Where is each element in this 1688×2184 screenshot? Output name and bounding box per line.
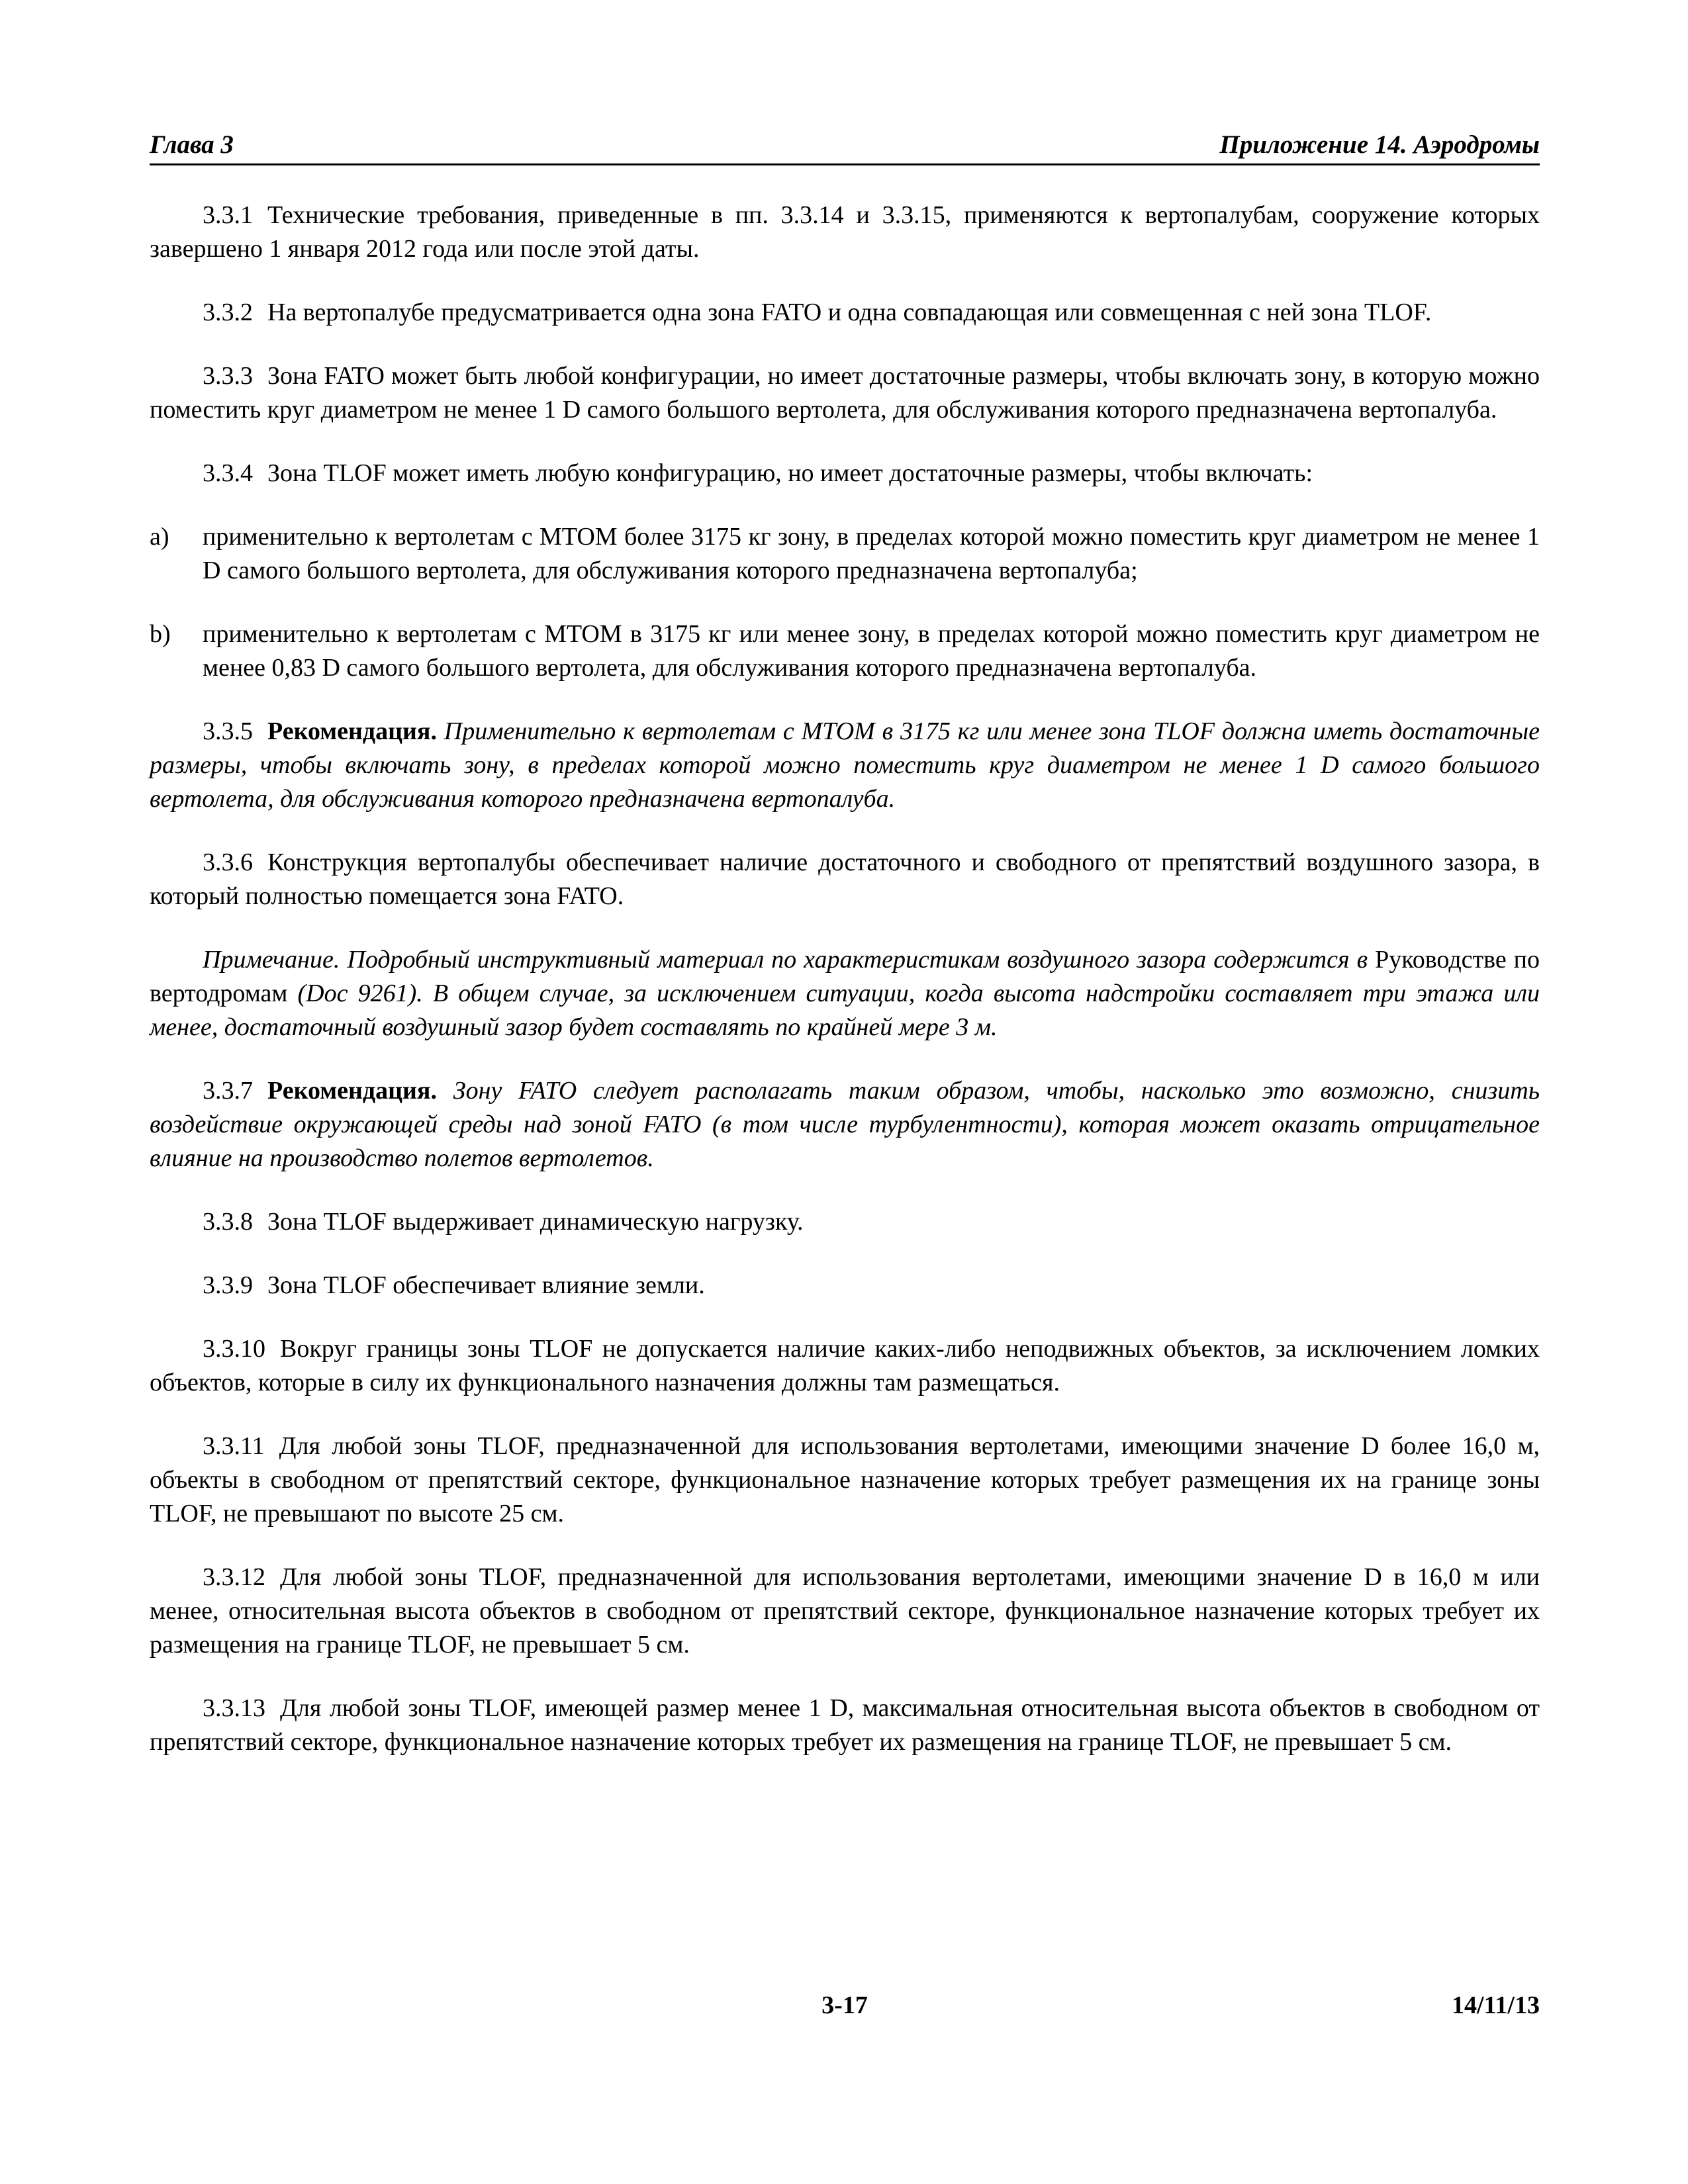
paragraph-text: Зона TLOF обеспечивает влияние земли.	[267, 1271, 705, 1299]
paragraph-3-3-12	[150, 1561, 1540, 1662]
paragraph-number: 3.3.4	[203, 459, 253, 487]
paragraph-text: Конструкция вертопалубы обеспечивает наличие достаточного и свободного от препятствий воздушного зазора, в который полностью помещается зона FATO.	[150, 848, 1540, 910]
note-reference: Руководстве по вертодромам	[150, 946, 1540, 1007]
document-page	[150, 130, 1540, 2049]
paragraph-number: 3.3.8	[203, 1208, 253, 1236]
paragraph-number: 3.3.7	[203, 1077, 253, 1105]
paragraph-3-3-7	[150, 1074, 1540, 1175]
paragraph-number: 3.3.5	[203, 717, 253, 745]
list-marker: a)	[150, 523, 169, 551]
paragraph-3-3-11	[150, 1430, 1540, 1531]
paragraph-number: 3.3.10	[203, 1335, 265, 1363]
list-item-a	[150, 520, 1540, 588]
paragraph-text: Для любой зоны TLOF, предназначенной для использования вертолетами, имеющими значение D более 16,0 м, объекты в свободном от препятствий секторе, функциональное назначение которых требует размещения их на границе зоны TLOF, не превышают по высоте 25 см.	[150, 1432, 1540, 1527]
list-marker: b)	[150, 620, 171, 648]
paragraph-number: 3.3.3	[203, 362, 253, 390]
paragraph-3-3-13	[150, 1692, 1540, 1759]
paragraph-number: 3.3.6	[203, 848, 253, 876]
paragraph-number: 3.3.2	[203, 298, 253, 326]
paragraph-3-3-3	[150, 359, 1540, 427]
page-number: 3-17	[821, 1991, 868, 2019]
paragraph-text: Вокруг границы зоны TLOF не допускается наличие каких-либо неподвижных объектов, за исключением ломких объектов, которые в силу их функционального назначения должны там размещаться.	[150, 1335, 1540, 1396]
note-text-1: Примечание. Подробный инструктивный материал по характеристикам воздушного зазора содержится в	[203, 946, 1368, 974]
paragraph-number: 3.3.1	[203, 201, 253, 229]
note-text-2: (Doc 9261). В общем случае, за исключением ситуации, когда высота надстройки составляет три этажа или менее, достаточный воздушный зазор будет составлять по крайней мере 3 м.	[150, 979, 1540, 1041]
paragraph-3-3-6	[150, 846, 1540, 913]
paragraph-text: Зона TLOF выдерживает динамическую нагрузку.	[267, 1208, 804, 1236]
paragraph-3-3-9	[150, 1269, 1540, 1302]
paragraph-number: 3.3.12	[203, 1563, 265, 1591]
recommendation-label: Рекомендация.	[267, 717, 437, 745]
paragraph-text: Технические требования, приведенные в пп. 3.3.14 и 3.3.15, применяются к вертопалубам, сооружение которых завершено 1 января 2012 года или после этой даты.	[150, 201, 1540, 263]
paragraph-3-3-10	[150, 1332, 1540, 1400]
recommendation-label: Рекомендация.	[267, 1077, 437, 1105]
chapter-title: Глава 3	[150, 130, 234, 159]
amendment-date: 14/11/13	[1451, 1991, 1540, 2019]
paragraph-3-3-4	[150, 457, 1540, 490]
list-text: применительно к вертолетам с MTOM более 3175 кг зону, в пределах которой можно поместить круг диаметром не менее 1 D самого большого вертолета, для обслуживания которого предназначена вертопалуба;	[203, 523, 1540, 584]
annex-title: Приложение 14. Аэродромы	[1219, 130, 1540, 159]
paragraph-3-3-1	[150, 199, 1540, 266]
paragraph-number: 3.3.11	[203, 1432, 265, 1460]
page-header	[150, 130, 1540, 165]
paragraph-text: Зона TLOF может иметь любую конфигурацию, но имеет достаточные размеры, чтобы включать:	[267, 459, 1313, 487]
paragraph-number: 3.3.13	[203, 1694, 265, 1722]
paragraph-3-3-5	[150, 715, 1540, 816]
paragraph-text: Для любой зоны TLOF, имеющей размер менее 1 D, максимальная относительная высота объектов в свободном от препятствий секторе, функциональное назначение которых требует их размещения на границе TLOF, не превышает 5 см.	[150, 1694, 1540, 1756]
list-text: применительно к вертолетам с MTOM в 3175 кг или менее зону, в пределах которой можно поместить круг диаметром не менее 0,83 D самого большого вертолета, для обслуживания которого предназначена вертопалуба.	[203, 620, 1540, 682]
list-item-b	[150, 617, 1540, 685]
paragraph-text: На вертопалубе предусматривается одна зона FATO и одна совпадающая или совмещенная с ней зона TLOF.	[267, 298, 1432, 326]
note-paragraph	[150, 943, 1540, 1044]
paragraph-number: 3.3.9	[203, 1271, 253, 1299]
paragraph-3-3-8	[150, 1205, 1540, 1239]
paragraph-3-3-2	[150, 296, 1540, 330]
paragraph-text: Для любой зоны TLOF, предназначенной для использования вертолетами, имеющими значение D в 16,0 м или менее, относительная высота объектов в свободном от препятствий секторе, функциональное назначение которых требует их размещения на границе TLOF, не превышает 5 см.	[150, 1563, 1540, 1659]
paragraph-text: Зона FATO может быть любой конфигурации, но имеет достаточные размеры, чтобы включать зону, в которую можно поместить круг диаметром не менее 1 D самого большого вертолета, для обслуживания которого предназначена вертопалуба.	[150, 362, 1540, 424]
paragraph-text: Применительно к вертолетам с MTOM в 3175 кг или менее зона TLOF должна иметь достаточные размеры, чтобы включать зону, в пределах которой можно поместить круг диаметром не менее 1 D самого большого вертолета, для обслуживания которого предназначена вертопалуба.	[150, 717, 1540, 813]
paragraph-text: Зону FATO следует располагать таким образом, чтобы, насколько это возможно, снизить воздействие окружающей среды над зоной FATO (в том числе турбулентности), которая может оказать отрицательное влияние на производство полетов вертолетов.	[150, 1077, 1540, 1172]
page-content	[150, 199, 1540, 1759]
